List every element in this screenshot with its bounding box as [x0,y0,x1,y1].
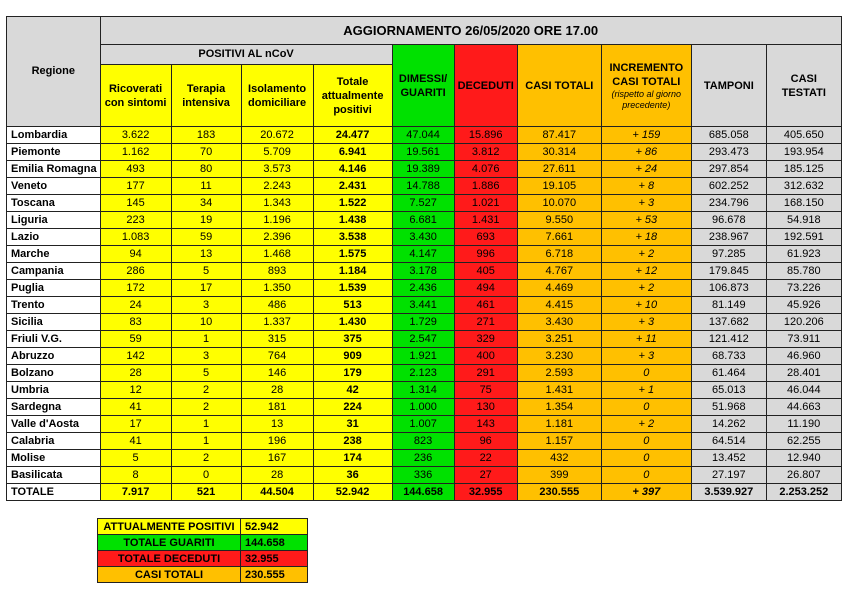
cell-dec: 75 [454,382,517,399]
cell-inc: + 24 [601,161,691,178]
cell-inc: + 3 [601,314,691,331]
cell-ti: 11 [171,178,241,195]
cell-tamp: 121.412 [691,331,766,348]
cell-tot: 3.538 [313,229,392,246]
cell-dec: 1.021 [454,195,517,212]
cell-regione: Trento [7,297,101,314]
cell-ric: 12 [100,382,171,399]
cell-ric: 5 [100,450,171,467]
cell-ric: 223 [100,212,171,229]
cell-dim: 3.430 [392,229,454,246]
cell-regione: Marche [7,246,101,263]
cell-tamp: 64.514 [691,433,766,450]
header-incremento-label: INCREMENTO CASI TOTALI [609,61,684,88]
cell-casi: 30.314 [517,144,601,161]
cell-dec: 143 [454,416,517,433]
cell-iso: 1.337 [241,314,313,331]
cell-tot: 6.941 [313,144,392,161]
cell-dim: 336 [392,467,454,484]
cell-ti: 59 [171,229,241,246]
header-casi-totali: CASI TOTALI [517,45,601,127]
cell-tot: 1.184 [313,263,392,280]
cell-casi: 87.417 [517,127,601,144]
table-row [7,467,842,484]
cell-casi: 399 [517,467,601,484]
cell-ti: 2 [171,450,241,467]
header-casi-testati: CASI TESTATI [766,45,841,127]
cell-ric: 17 [100,416,171,433]
table-row [7,331,842,348]
cell-inc: + 3 [601,195,691,212]
cell-dim: 1.921 [392,348,454,365]
summary-row [98,551,308,567]
cell-tamp: 81.149 [691,297,766,314]
cell-dim: 6.681 [392,212,454,229]
cell-tot: 238 [313,433,392,450]
cell-test: 11.190 [766,416,841,433]
cell-test: 192.591 [766,229,841,246]
cell-test: 61.923 [766,246,841,263]
cell-ti: 521 [171,484,241,501]
header-incremento [601,45,691,127]
cell-iso: 1.196 [241,212,313,229]
cell-inc: 0 [601,467,691,484]
cell-inc: 0 [601,450,691,467]
cell-dec: 494 [454,280,517,297]
summary-row [98,519,308,535]
cell-dec: 271 [454,314,517,331]
cell-dec: 461 [454,297,517,314]
cell-tamp: 137.682 [691,314,766,331]
cell-tot: 1.430 [313,314,392,331]
cell-inc: + 2 [601,416,691,433]
cell-ti: 0 [171,467,241,484]
cell-dec: 27 [454,467,517,484]
cell-tot: 1.438 [313,212,392,229]
cell-dim: 1.000 [392,399,454,416]
cell-iso: 486 [241,297,313,314]
cell-inc: 0 [601,399,691,416]
cell-tot: 2.431 [313,178,392,195]
cell-dim: 2.436 [392,280,454,297]
cell-regione: Calabria [7,433,101,450]
table-row [7,297,842,314]
cell-tamp: 27.197 [691,467,766,484]
cell-inc: + 3 [601,348,691,365]
cell-regione: Lazio [7,229,101,246]
cell-test: 193.954 [766,144,841,161]
cell-dim: 1.314 [392,382,454,399]
header-tamponi: TAMPONI [691,45,766,127]
cell-iso: 893 [241,263,313,280]
cell-inc: 0 [601,433,691,450]
cell-ric: 41 [100,433,171,450]
cell-casi: 3.430 [517,314,601,331]
cell-tamp: 293.473 [691,144,766,161]
header-positivi: POSITIVI AL nCoV [100,45,392,65]
table-row [7,127,842,144]
cell-tot: 24.477 [313,127,392,144]
cell-dec: 22 [454,450,517,467]
cell-inc: + 397 [601,484,691,501]
cell-dec: 130 [454,399,517,416]
summary-label: TOTALE GUARITI [98,535,241,551]
cell-dec: 96 [454,433,517,450]
cell-tot: 1.522 [313,195,392,212]
cell-iso: 2.243 [241,178,313,195]
table-row [7,382,842,399]
cell-tot: 52.942 [313,484,392,501]
cell-ric: 145 [100,195,171,212]
cell-tot: 1.575 [313,246,392,263]
cell-ric: 142 [100,348,171,365]
cell-iso: 44.504 [241,484,313,501]
cell-tot: 1.539 [313,280,392,297]
cell-tamp: 179.845 [691,263,766,280]
summary-row [98,535,308,551]
cell-dec: 291 [454,365,517,382]
cell-ti: 5 [171,365,241,382]
cell-test: 28.401 [766,365,841,382]
cell-dim: 823 [392,433,454,450]
cell-regione: Sicilia [7,314,101,331]
cell-inc: + 8 [601,178,691,195]
cell-inc: + 1 [601,382,691,399]
cell-iso: 1.468 [241,246,313,263]
header-terapia: Terapia intensiva [171,65,241,127]
cell-iso: 764 [241,348,313,365]
cell-dim: 14.788 [392,178,454,195]
cell-ric: 172 [100,280,171,297]
cell-dim: 3.441 [392,297,454,314]
cell-casi: 10.070 [517,195,601,212]
cell-ric: 286 [100,263,171,280]
cell-ti: 13 [171,246,241,263]
cell-dim: 236 [392,450,454,467]
cell-test: 73.911 [766,331,841,348]
cell-dec: 996 [454,246,517,263]
cell-dec: 400 [454,348,517,365]
summary-table [97,518,308,583]
cell-test: 45.926 [766,297,841,314]
cell-iso: 28 [241,382,313,399]
cell-test: 46.960 [766,348,841,365]
cell-dec: 32.955 [454,484,517,501]
cell-regione: Campania [7,263,101,280]
cell-dec: 4.076 [454,161,517,178]
cell-tot: 36 [313,467,392,484]
cell-regione: Umbria [7,382,101,399]
cell-ric: 8 [100,467,171,484]
totals-row [7,484,842,501]
header-deceduti: DECEDUTI [454,45,517,127]
cell-ti: 19 [171,212,241,229]
cell-regione: Valle d'Aosta [7,416,101,433]
cell-casi: 7.661 [517,229,601,246]
cell-tamp: 51.968 [691,399,766,416]
cell-tot: 4.146 [313,161,392,178]
cell-tot: 31 [313,416,392,433]
cell-ti: 2 [171,399,241,416]
cell-regione: Molise [7,450,101,467]
header-incremento-note: (rispetto al giorno precedente) [611,88,682,110]
cell-inc: + 159 [601,127,691,144]
cell-ric: 3.622 [100,127,171,144]
cell-ti: 183 [171,127,241,144]
cell-regione: Bolzano [7,365,101,382]
cell-casi: 27.611 [517,161,601,178]
cell-dec: 329 [454,331,517,348]
cell-tot: 375 [313,331,392,348]
cell-iso: 20.672 [241,127,313,144]
cell-iso: 5.709 [241,144,313,161]
cell-ric: 24 [100,297,171,314]
cell-test: 85.780 [766,263,841,280]
cell-ti: 3 [171,297,241,314]
cell-regione: Sardegna [7,399,101,416]
cell-casi: 4.415 [517,297,601,314]
cell-inc: + 12 [601,263,691,280]
cell-casi: 1.354 [517,399,601,416]
cell-casi: 9.550 [517,212,601,229]
cell-ti: 10 [171,314,241,331]
cell-ti: 3 [171,348,241,365]
table-row [7,348,842,365]
cell-dim: 19.389 [392,161,454,178]
cell-dim: 1.007 [392,416,454,433]
cell-regione: Lombardia [7,127,101,144]
table-row [7,263,842,280]
cell-casi: 432 [517,450,601,467]
cell-dim: 4.147 [392,246,454,263]
cell-test: 168.150 [766,195,841,212]
table-row [7,229,842,246]
cell-inc: + 2 [601,280,691,297]
cell-tot: 513 [313,297,392,314]
cell-tamp: 65.013 [691,382,766,399]
cell-casi: 19.105 [517,178,601,195]
cell-ric: 94 [100,246,171,263]
table-row [7,212,842,229]
cell-test: 185.125 [766,161,841,178]
cell-tamp: 13.452 [691,450,766,467]
table-row [7,450,842,467]
table-row [7,365,842,382]
summary-value: 52.942 [241,519,308,535]
cell-dec: 15.896 [454,127,517,144]
header-ricoverati: Ricoverati con sintomi [100,65,171,127]
cell-test: 54.918 [766,212,841,229]
cell-regione: Puglia [7,280,101,297]
cell-ti: 2 [171,382,241,399]
cell-ti: 5 [171,263,241,280]
summary-value: 230.555 [241,567,308,583]
cell-dec: 405 [454,263,517,280]
cell-dim: 144.658 [392,484,454,501]
cell-inc: + 10 [601,297,691,314]
cell-ric: 1.162 [100,144,171,161]
cell-test: 2.253.252 [766,484,841,501]
cell-iso: 1.350 [241,280,313,297]
cell-tamp: 61.464 [691,365,766,382]
cell-casi: 3.251 [517,331,601,348]
cell-iso: 3.573 [241,161,313,178]
cell-tamp: 602.252 [691,178,766,195]
cell-dim: 7.527 [392,195,454,212]
cell-tot: 179 [313,365,392,382]
cell-regione: Piemonte [7,144,101,161]
table-row [7,399,842,416]
cell-regione: Abruzzo [7,348,101,365]
cell-casi: 6.718 [517,246,601,263]
cell-inc: + 86 [601,144,691,161]
cell-regione: Toscana [7,195,101,212]
cell-inc: 0 [601,365,691,382]
cell-dec: 1.886 [454,178,517,195]
cell-iso: 28 [241,467,313,484]
cell-test: 12.940 [766,450,841,467]
cell-test: 46.044 [766,382,841,399]
cell-ric: 41 [100,399,171,416]
cell-inc: + 53 [601,212,691,229]
cell-ric: 177 [100,178,171,195]
cell-regione: TOTALE [7,484,101,501]
cell-tamp: 106.873 [691,280,766,297]
cell-inc: + 18 [601,229,691,246]
cell-casi: 230.555 [517,484,601,501]
cell-regione: Basilicata [7,467,101,484]
cell-iso: 315 [241,331,313,348]
page-title: AGGIORNAMENTO 26/05/2020 ORE 17.00 [100,17,841,45]
cell-test: 26.807 [766,467,841,484]
cell-ti: 1 [171,433,241,450]
cell-iso: 13 [241,416,313,433]
cell-test: 44.663 [766,399,841,416]
header-totale-positivi: Totale attualmente positivi [313,65,392,127]
cell-iso: 196 [241,433,313,450]
table-row [7,161,842,178]
summary-value: 32.955 [241,551,308,567]
cell-test: 120.206 [766,314,841,331]
cell-ric: 1.083 [100,229,171,246]
cell-regione: Veneto [7,178,101,195]
summary-label: ATTUALMENTE POSITIVI [98,519,241,535]
table-row [7,416,842,433]
cell-tot: 174 [313,450,392,467]
table-row [7,314,842,331]
cell-inc: + 11 [601,331,691,348]
cell-dec: 3.812 [454,144,517,161]
cell-iso: 146 [241,365,313,382]
cell-casi: 3.230 [517,348,601,365]
table-row [7,246,842,263]
cell-inc: + 2 [601,246,691,263]
table-row [7,433,842,450]
cell-regione: Emilia Romagna [7,161,101,178]
cell-dim: 3.178 [392,263,454,280]
summary-row [98,567,308,583]
cell-tot: 909 [313,348,392,365]
cell-dim: 1.729 [392,314,454,331]
cell-iso: 181 [241,399,313,416]
cell-tot: 224 [313,399,392,416]
cell-test: 405.650 [766,127,841,144]
cell-tamp: 96.678 [691,212,766,229]
cell-tamp: 68.733 [691,348,766,365]
cell-tamp: 97.285 [691,246,766,263]
cell-ti: 70 [171,144,241,161]
cell-ric: 7.917 [100,484,171,501]
cell-tamp: 234.796 [691,195,766,212]
cell-casi: 1.431 [517,382,601,399]
cell-ti: 1 [171,416,241,433]
covid-data-table [6,16,842,501]
cell-ti: 1 [171,331,241,348]
cell-ric: 59 [100,331,171,348]
cell-iso: 1.343 [241,195,313,212]
cell-dec: 693 [454,229,517,246]
cell-ti: 34 [171,195,241,212]
cell-regione: Liguria [7,212,101,229]
cell-test: 62.255 [766,433,841,450]
cell-tamp: 238.967 [691,229,766,246]
cell-dim: 2.123 [392,365,454,382]
cell-dim: 19.561 [392,144,454,161]
cell-iso: 167 [241,450,313,467]
cell-regione: Friuli V.G. [7,331,101,348]
summary-label: TOTALE DECEDUTI [98,551,241,567]
cell-casi: 4.469 [517,280,601,297]
cell-dec: 1.431 [454,212,517,229]
cell-ric: 28 [100,365,171,382]
cell-tamp: 685.058 [691,127,766,144]
table-row [7,178,842,195]
cell-dim: 2.547 [392,331,454,348]
table-row [7,195,842,212]
cell-test: 73.226 [766,280,841,297]
cell-tamp: 3.539.927 [691,484,766,501]
table-row [7,144,842,161]
cell-tot: 42 [313,382,392,399]
cell-casi: 2.593 [517,365,601,382]
cell-ti: 80 [171,161,241,178]
header-regione: Regione [7,17,101,127]
cell-ric: 493 [100,161,171,178]
cell-iso: 2.396 [241,229,313,246]
cell-tamp: 297.854 [691,161,766,178]
cell-casi: 1.181 [517,416,601,433]
cell-ti: 17 [171,280,241,297]
cell-ric: 83 [100,314,171,331]
cell-tamp: 14.262 [691,416,766,433]
summary-value: 144.658 [241,535,308,551]
header-isolamento: Isolamento domiciliare [241,65,313,127]
table-row [7,280,842,297]
cell-casi: 1.157 [517,433,601,450]
cell-casi: 4.767 [517,263,601,280]
cell-test: 312.632 [766,178,841,195]
summary-label: CASI TOTALI [98,567,241,583]
header-dimessi: DIMESSI/ GUARITI [392,45,454,127]
cell-dim: 47.044 [392,127,454,144]
